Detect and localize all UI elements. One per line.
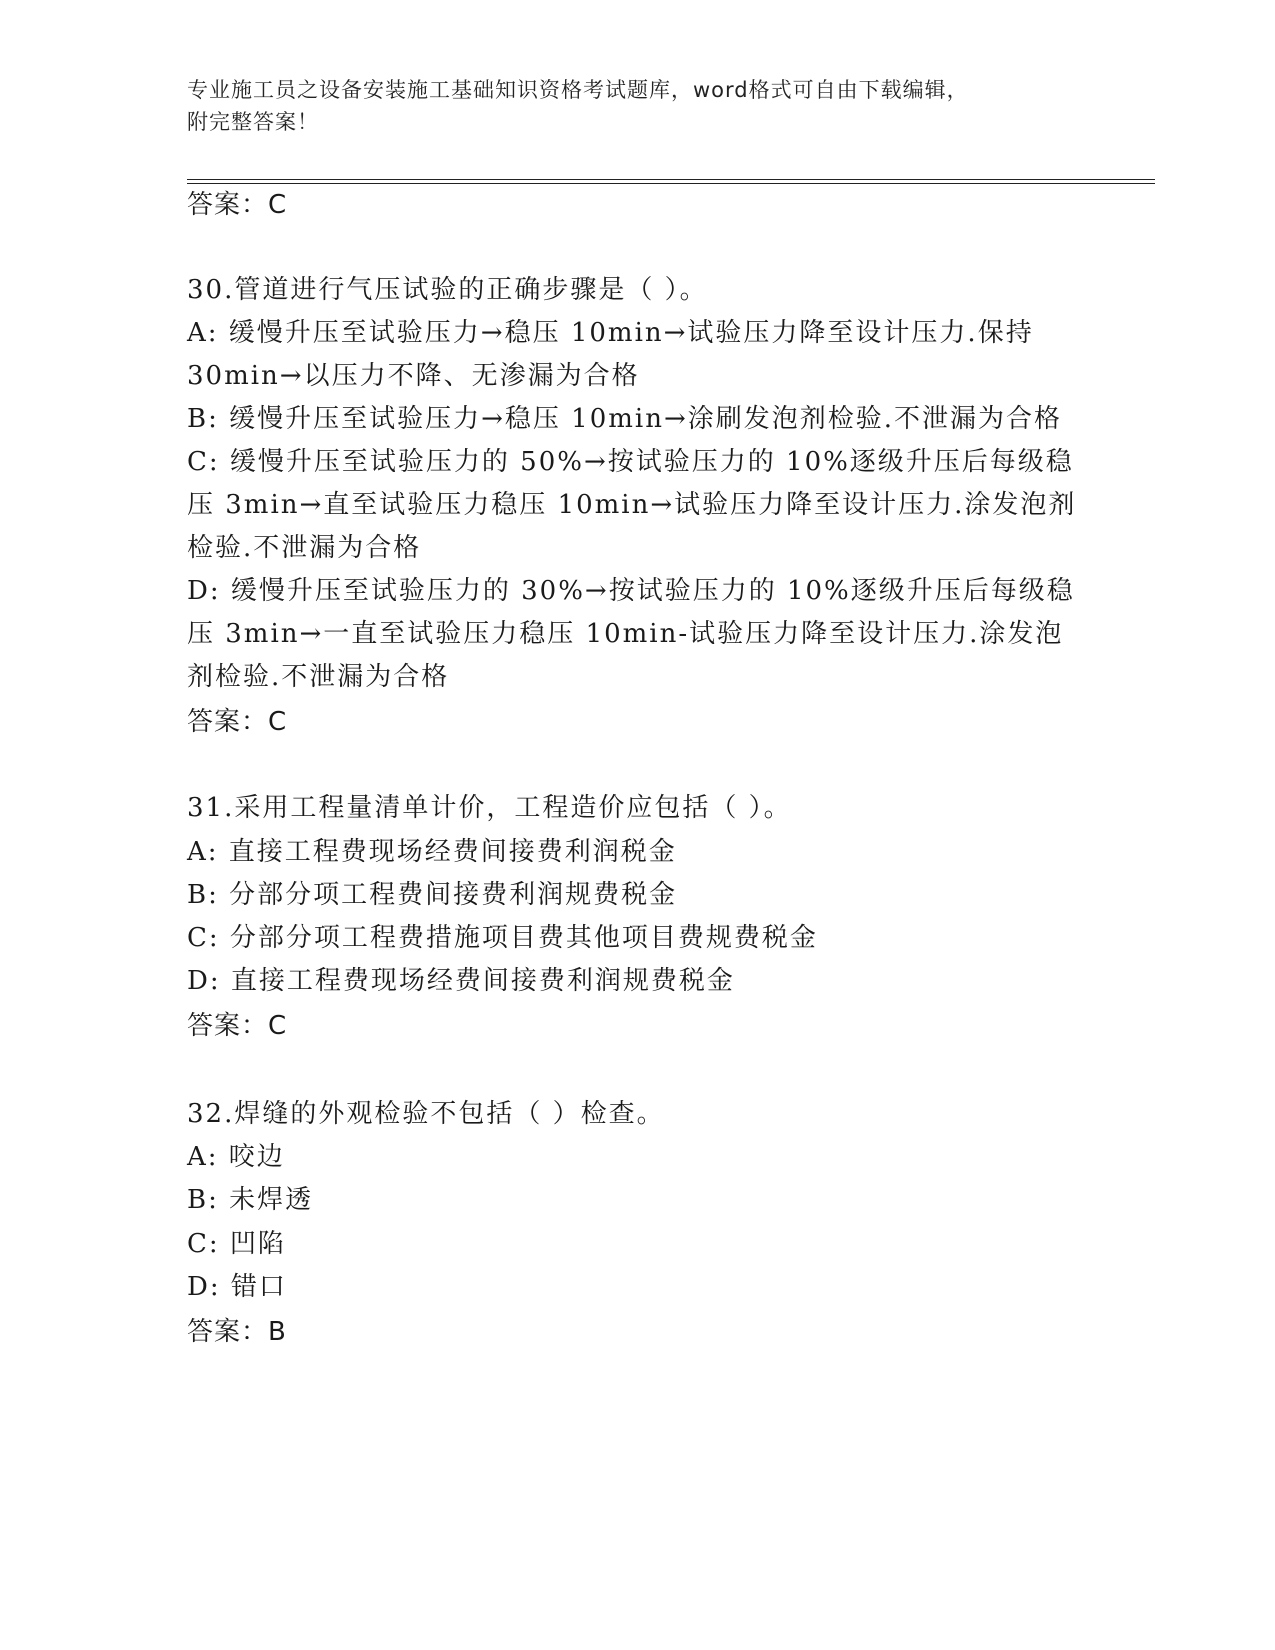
- question-option-line: A: 咬边: [187, 1142, 285, 1172]
- question-option-line: D: 缓慢升压至试验压力的 30%→按试验压力的 10%逐级升压后每级稳: [187, 576, 1075, 606]
- previous-answer: 答案：C: [187, 190, 288, 220]
- document-header: [187, 74, 1087, 138]
- header-line-2: 附完整答案！: [187, 110, 319, 134]
- question-stem: 32.焊缝的外观检验不包括（ ）检查。: [187, 1099, 665, 1129]
- question-option-line: D: 直接工程费现场经费间接费利润规费税金: [187, 966, 735, 996]
- question-option-line: 压 3min→直至试验压力稳压 10min→试验压力降至设计压力.涂发泡剂: [187, 490, 1077, 520]
- header-divider-bottom: [187, 183, 1155, 184]
- question-option-line: B: 缓慢升压至试验压力→稳压 10min→涂刷发泡剂检验.不泄漏为合格: [187, 404, 1063, 434]
- question-option-line: B: 未焊透: [187, 1185, 314, 1215]
- question-option-line: 剂检验.不泄漏为合格: [187, 662, 450, 692]
- question-stem: 31.采用工程量清单计价，工程造价应包括（ ）。: [187, 793, 792, 823]
- question-option-line: 压 3min→一直至试验压力稳压 10min-试验压力降至设计压力.涂发泡: [187, 619, 1064, 649]
- question-option-line: 检验.不泄漏为合格: [187, 533, 422, 563]
- question-option-line: C: 分部分项工程费措施项目费其他项目费规费税金: [187, 923, 818, 953]
- question-option-line: B: 分部分项工程费间接费利润规费税金: [187, 880, 678, 910]
- question-option-line: A: 缓慢升压至试验压力→稳压 10min→试验压力降至设计压力.保持: [187, 318, 1034, 348]
- question-answer: 答案：C: [187, 707, 288, 737]
- question-answer: 答案：C: [187, 1011, 288, 1041]
- question-option-line: D: 错口: [187, 1272, 287, 1302]
- question-option-line: C: 凹陷: [187, 1229, 286, 1259]
- question-option-line: 30min→以压力不降、无渗漏为合格: [187, 361, 640, 391]
- question-option-line: C: 缓慢升压至试验压力的 50%→按试验压力的 10%逐级升压后每级稳: [187, 447, 1074, 477]
- header-divider-top: [187, 179, 1155, 180]
- question-stem: 30.管道进行气压试验的正确步骤是（ ）。: [187, 275, 708, 305]
- question-option-line: A: 直接工程费现场经费间接费利润税金: [187, 837, 677, 867]
- question-answer: 答案：B: [187, 1317, 287, 1347]
- header-line-1: 专业施工员之设备安装施工基础知识资格考试题库，word格式可自由下载编辑，: [187, 78, 969, 102]
